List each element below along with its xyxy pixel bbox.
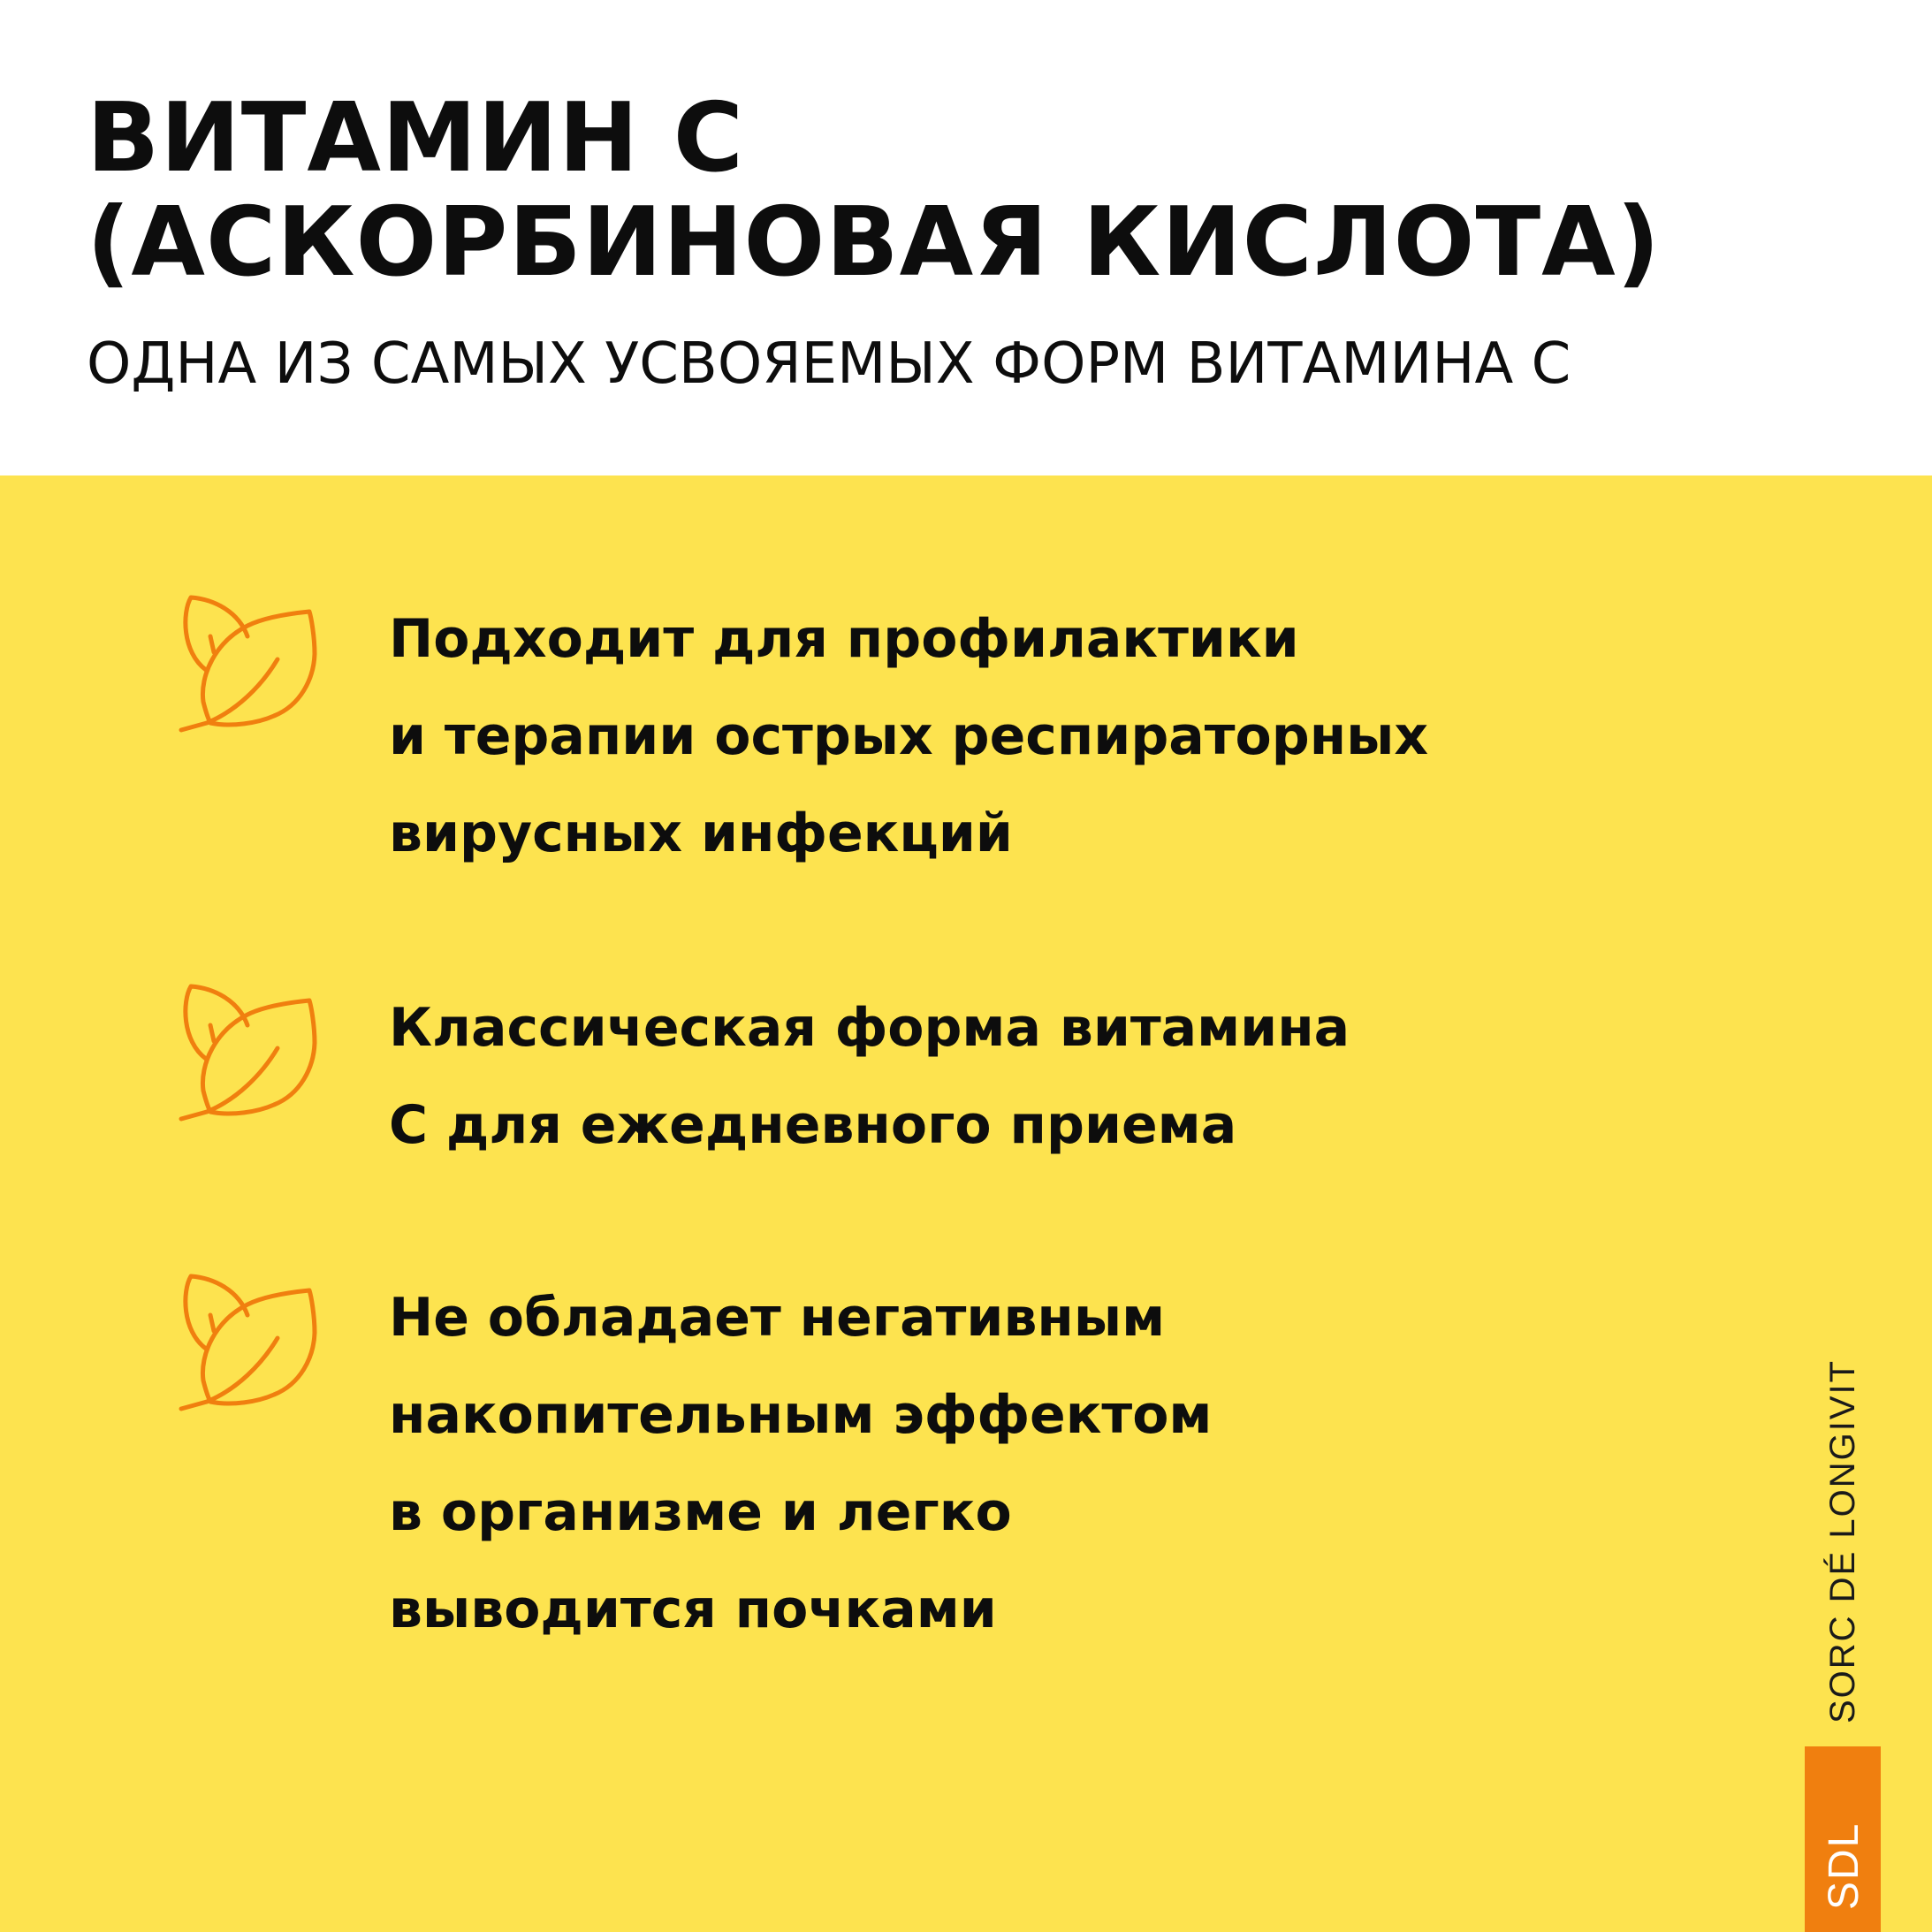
header	[0, 0, 1932, 475]
leaf-icon	[177, 1269, 327, 1419]
brand-badge-text: SDL	[1821, 1822, 1867, 1910]
feature-text	[389, 590, 1538, 882]
feature-line: выводится почками	[389, 1578, 997, 1640]
brand-name-text: SORC DÉ LONGIVIT	[1823, 1358, 1862, 1723]
title-line-1: ВИТАМИН С	[87, 83, 745, 194]
feature-text	[389, 1269, 1538, 1658]
feature-line: в организме и легко	[389, 1481, 1012, 1543]
feature-line: накопительным эффектом	[389, 1384, 1213, 1446]
brand-name	[1803, 1352, 1883, 1723]
feature-line: С для ежедневного приема	[389, 1094, 1237, 1156]
feature-line: Классическая форма витамина	[389, 997, 1350, 1059]
feature-text	[389, 979, 1538, 1174]
feature-line: Не обладает негативным	[389, 1287, 1166, 1349]
brand-badge	[1805, 1746, 1881, 1932]
page-title	[87, 83, 1854, 298]
leaf-icon	[177, 590, 327, 741]
page-subtitle: ОДНА ИЗ САМЫХ УСВОЯЕМЫХ ФОРМ ВИТАМИНА С	[87, 331, 1571, 397]
feature-line: и терапии острых респираторных	[389, 705, 1429, 767]
feature-line: вирусных инфекций	[389, 802, 1013, 864]
leaf-icon	[177, 979, 327, 1130]
title-line-2: (АСКОРБИНОВАЯ КИСЛОТА)	[87, 187, 1662, 298]
feature-line: Подходит для профилактики	[389, 608, 1299, 670]
